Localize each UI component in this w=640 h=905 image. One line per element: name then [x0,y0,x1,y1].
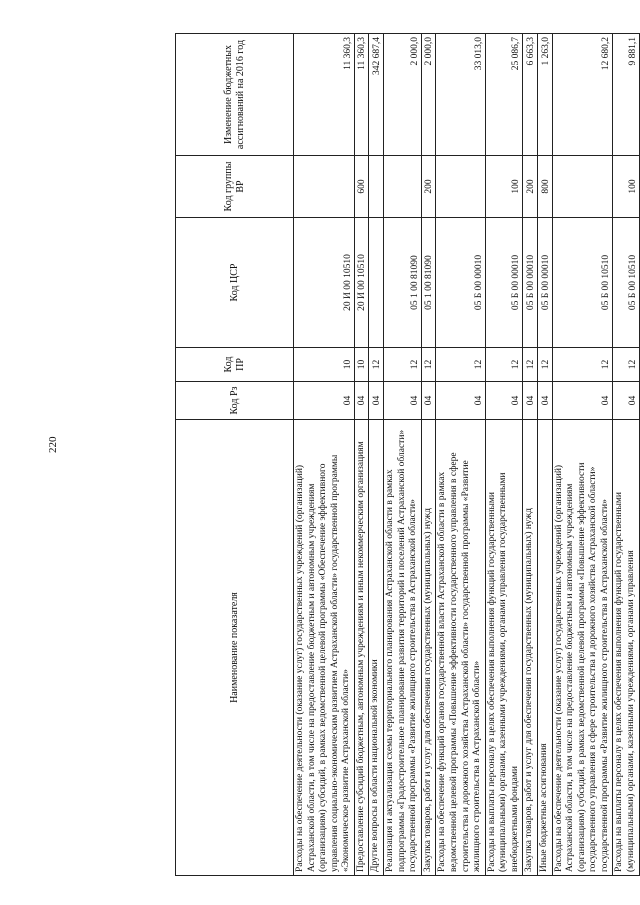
row-vr: 800 [537,156,552,218]
row-vr: 600 [354,156,369,218]
row-amount: 9 881,1 [613,34,639,156]
row-amount: 2 000,0 [384,34,422,156]
header-amount: Изменение бюджетных ассигнований на 2016 год [176,34,294,156]
row-rz: 04 [369,382,384,420]
row-amount: 12 680,2 [552,34,613,156]
table-row [354,34,369,876]
row-pr: 10 [294,348,355,382]
row-name: Другие вопросы в области национальной экономики [369,420,384,876]
row-amount: 2 000,0 [421,34,436,156]
row-pr: 12 [436,348,485,382]
row-name: Расходы на выплаты персоналу в целях обеспечения выполнения функций государственными (муниципальными) органами, казенными учреждениями, органами управления [613,420,639,876]
row-name: Предоставление субсидий бюджетным, автономным учреждениям и иным некоммерческим организациям [354,420,369,876]
row-rz: 04 [537,382,552,420]
row-vr [294,156,355,218]
row-rz: 04 [354,382,369,420]
header-vr: Код группы ВР [176,156,294,218]
row-csr: 05 Б 00 00010 [523,218,538,348]
row-vr: 100 [485,156,523,218]
row-name: Расходы на обеспечение деятельности (оказание услуг) государственных учреждений (организаций) Астраханской области, в том числе на предоставление бюджетным и автономным учреждениям (организациям) субсидий, в рамках ведомственной целевой программы «Обеспечение эффективного управления социально-экономическим развитием Астраханской области» государственной программы «Экономическое развитие Астраханской области» [294,420,355,876]
header-rz: Код Рз [176,382,294,420]
row-amount: 1 263,0 [537,34,552,156]
row-rz: 04 [294,382,355,420]
row-amount: 342 687,4 [369,34,384,156]
row-vr [436,156,485,218]
header-pr: Код ПР [176,348,294,382]
table-header-row [176,34,294,876]
row-amount: 11 360,3 [354,34,369,156]
budget-table-wrapper [175,34,638,876]
row-vr: 200 [523,156,538,218]
row-amount: 6 663,3 [523,34,538,156]
row-rz: 04 [523,382,538,420]
row-pr: 12 [384,348,422,382]
row-pr: 12 [485,348,523,382]
row-csr: 05 1 00 81090 [384,218,422,348]
row-pr: 12 [523,348,538,382]
row-rz: 04 [384,382,422,420]
row-rz: 04 [552,382,613,420]
table-row [523,34,538,876]
row-name: Расходы на обеспечение функций органов государственной власти Астраханской области в рамках ведомственной целевой программы «Повышение эффективности государственного управления в сфере строительства и дорожного хозяйства Астраханской области» государственной программы «Развитие жилищного строительства в Астраханской области» [436,420,485,876]
row-rz: 04 [421,382,436,420]
row-csr [369,218,384,348]
row-csr: 05 Б 00 10510 [613,218,639,348]
row-vr [384,156,422,218]
row-pr: 12 [369,348,384,382]
row-csr: 20 И 00 10510 [354,218,369,348]
row-rz: 04 [436,382,485,420]
row-pr: 12 [537,348,552,382]
row-name: Иные бюджетные ассигнования [537,420,552,876]
row-pr: 12 [552,348,613,382]
row-amount: 33 013,0 [436,34,485,156]
row-csr: 05 Б 00 00010 [485,218,523,348]
row-csr: 20 И 00 10510 [294,218,355,348]
row-pr: 12 [421,348,436,382]
row-name: Расходы на выплаты персоналу в целях обеспечения выполнения функций государственными (муниципальными) органами, казенными учреждениями, органами управления государственными внебюджетными фондами [485,420,523,876]
page-number: 220 [47,436,59,453]
table-row [485,34,523,876]
table-row [552,34,613,876]
budget-table [175,33,640,876]
row-vr: 100 [613,156,639,218]
row-vr [552,156,613,218]
table-row [537,34,552,876]
row-name: Закупка товаров, работ и услуг для обеспечения государственных (муниципальных) нужд [421,420,436,876]
row-csr: 05 Б 00 10510 [552,218,613,348]
header-name: Наименование показателя [176,420,294,876]
row-name: Расходы на обеспечение деятельности (оказание услуг) государственных учреждений (организаций) Астраханской области, в том числе на предоставление бюджетным и автономным учреждениям (организациям) субсидий, в рамках ведомственной целевой программы «Повышение эффективности государственного управления в сфере строительства и дорожного хозяйства Астраханской области» государственной программы «Развитие жилищного строительства в Астраханской области» [552,420,613,876]
row-rz: 04 [485,382,523,420]
table-row [421,34,436,876]
row-pr: 10 [354,348,369,382]
row-vr: 200 [421,156,436,218]
row-pr: 12 [613,348,639,382]
row-csr: 05 1 00 81090 [421,218,436,348]
header-csr: Код ЦСР [176,218,294,348]
row-amount: 11 360,3 [294,34,355,156]
table-row [294,34,355,876]
row-amount: 25 086,7 [485,34,523,156]
row-csr: 05 Б 00 00010 [537,218,552,348]
table-row [436,34,485,876]
row-rz: 04 [613,382,639,420]
table-row [613,34,639,876]
row-name: Реализация и актуализация схемы территориального планирования Астраханской области в рамках подпрограммы «Градостроительное планирование развития территорий и поселений Астраханской области» государственной программы «Развитие жилищного строительства в Астраханской области» [384,420,422,876]
row-csr: 05 Б 00 00010 [436,218,485,348]
table-row [384,34,422,876]
row-vr [369,156,384,218]
table-row [369,34,384,876]
row-name: Закупка товаров, работ и услуг для обеспечения государственных (муниципальных) нужд [523,420,538,876]
